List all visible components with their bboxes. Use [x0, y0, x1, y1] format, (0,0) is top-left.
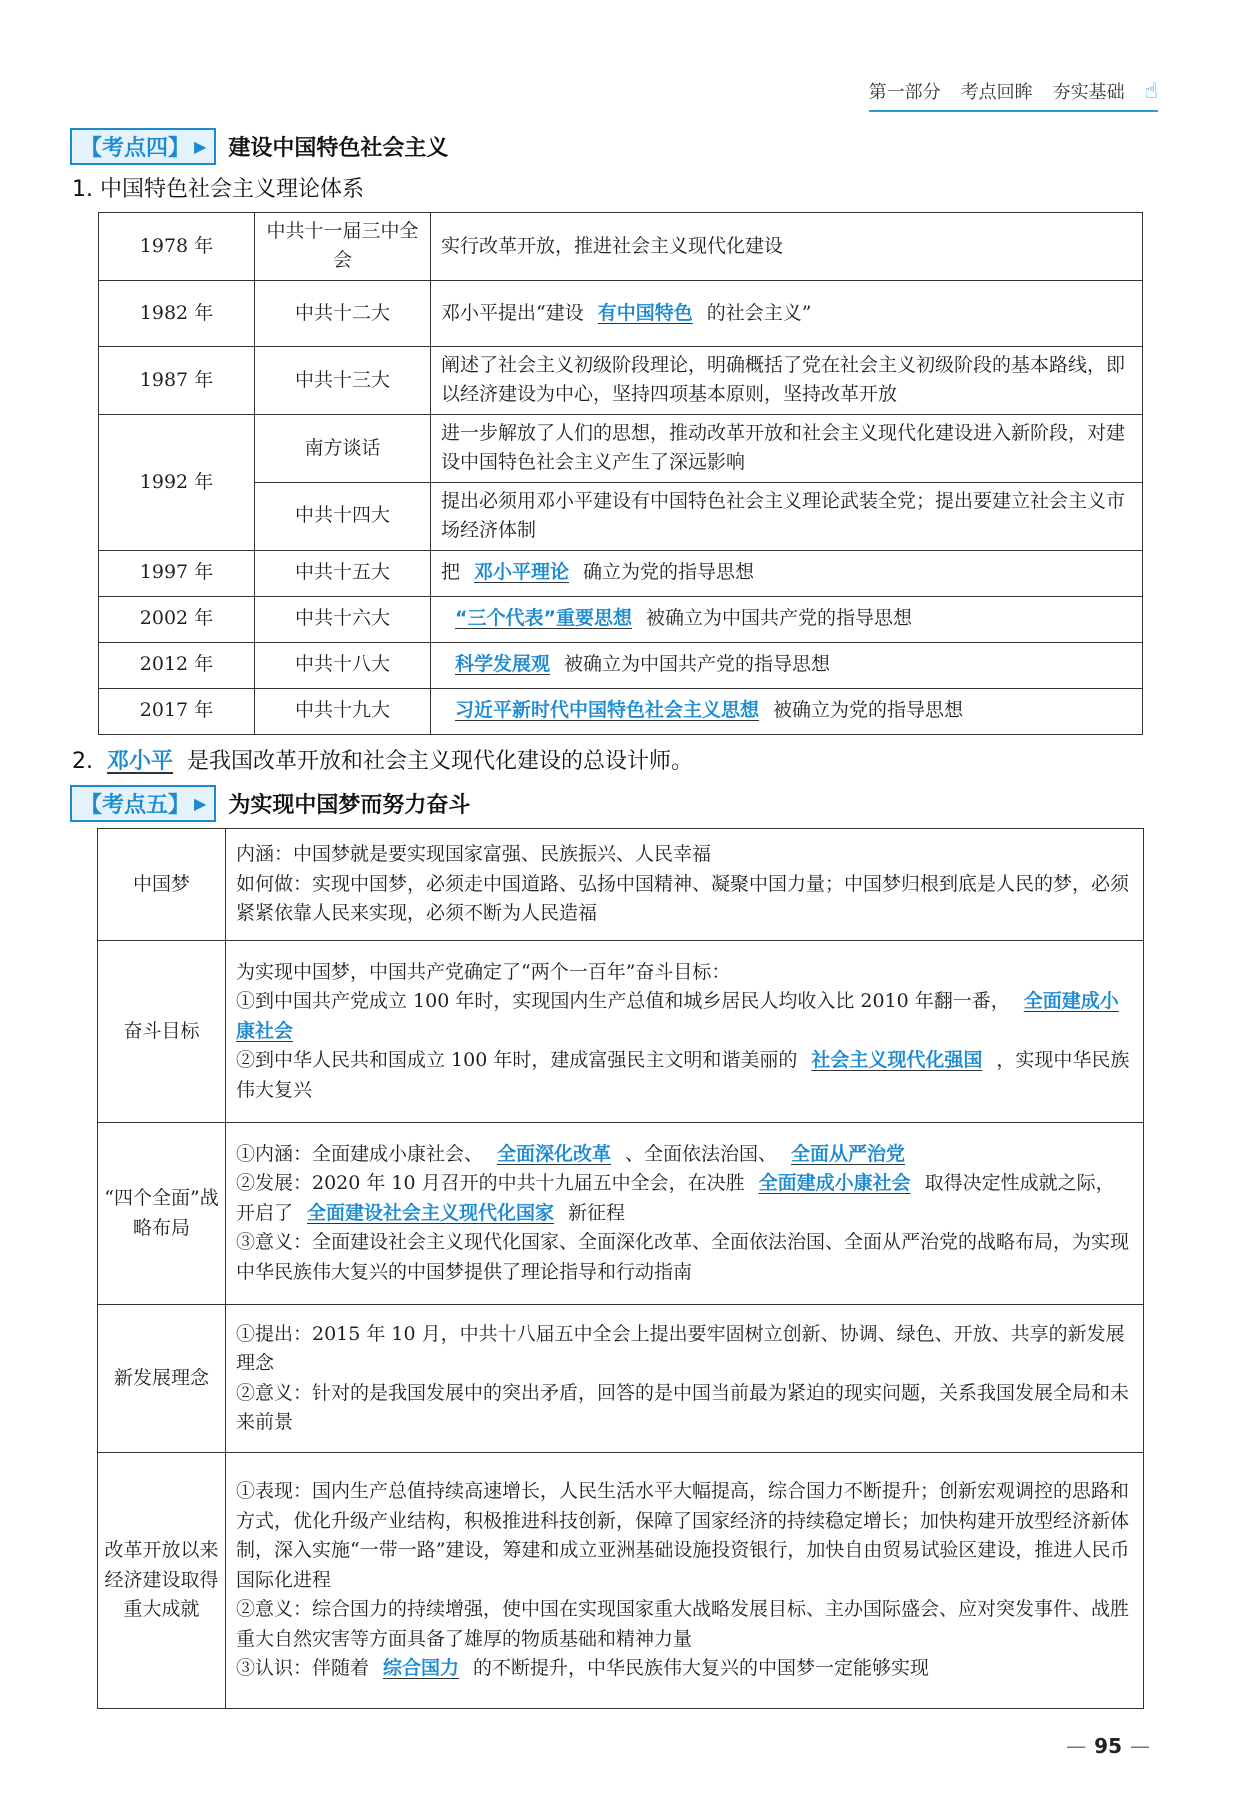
- section-heading-kp4: [70, 128, 448, 165]
- answer-blank: 社会主义现代化强国: [811, 1049, 983, 1072]
- page-header: [869, 78, 1158, 112]
- meeting-cell: 中共十九大: [255, 688, 431, 734]
- table-row: [99, 346, 1143, 414]
- header-part: 第一部分: [868, 82, 941, 103]
- answer-blank: 全面深化改革: [497, 1142, 612, 1165]
- table-row: [99, 642, 1143, 688]
- answer-blank: 全面建成小康社会: [236, 990, 1119, 1042]
- triangle-arrow-icon: ▶: [194, 137, 207, 156]
- table-row: [98, 941, 1144, 1123]
- answer-blank: 有中国特色: [597, 301, 693, 324]
- section-title-kp5: 为实现中国梦而努力奋斗: [228, 793, 471, 818]
- table-row: [99, 550, 1143, 596]
- table-row: [99, 213, 1143, 281]
- year-cell: 2017 年: [99, 688, 255, 734]
- row-label: 新发展理念: [98, 1305, 226, 1453]
- section-heading-kp5: [70, 785, 470, 822]
- content-cell: “三个代表”重要思想 被确立为中国共产党的指导思想: [431, 596, 1143, 642]
- section-tag-kp4: 【考点四】 ▶: [70, 128, 216, 165]
- year-cell: 1978 年: [99, 213, 255, 281]
- answer-blank: 综合国力: [383, 1657, 460, 1680]
- table-row: [98, 1453, 1144, 1709]
- meeting-cell: 中共十八大: [255, 642, 431, 688]
- year-cell: 1982 年: [99, 280, 255, 346]
- year-cell: 2012 年: [99, 642, 255, 688]
- year-cell: 1992 年: [99, 414, 255, 550]
- content-cell: 阐述了社会主义初级阶段理论，明确概括了党在社会主义初级阶段的基本路线，即以经济建设为中心，坚持四项基本原则，坚持改革开放: [431, 346, 1143, 414]
- table-row: [99, 688, 1143, 734]
- section-title-kp4: 建设中国特色社会主义: [228, 136, 449, 161]
- page-number: — 95 —: [1066, 1734, 1150, 1758]
- answer-blank: 全面从严治党: [791, 1142, 906, 1165]
- content-cell: ①内涵：全面建成小康社会、 全面深化改革 、全面依法治国、 全面从严治党 ②发展：2020 年 10 月召开的中共十九届五中全会，在决胜 全面建成小康社会 取得决定性成就之际，开启了 全面建设社会主义现代化国家 新征程 ③意义：全面建设社会主义现代化国家、全面深化改革、全面依法治国、全面从严治党的战略布局，为实现中华民族伟大复兴的中国梦提供了理论指导和行动指南: [226, 1123, 1144, 1305]
- answer-blank: 邓小平理论: [474, 561, 570, 584]
- table-row: [99, 596, 1143, 642]
- table-row: [99, 280, 1143, 346]
- table-row: [99, 414, 1143, 482]
- content-cell: 提出必须用邓小平建设有中国特色社会主义理论武装全党；提出要建立社会主义市场经济体制: [431, 482, 1143, 550]
- theory-system-table: [98, 212, 1143, 735]
- table-row: [98, 1123, 1144, 1305]
- meeting-cell: 中共十一届三中全会: [255, 213, 431, 281]
- section-tag-kp5: 【考点五】 ▶: [70, 785, 216, 822]
- row-label: 中国梦: [98, 829, 226, 941]
- answer-blank: 全面建成小康社会: [758, 1172, 911, 1195]
- content-cell: ①表现：国内生产总值持续高速增长，人民生活水平大幅提高，综合国力不断提升；创新宏观调控的思路和方式，优化升级产业结构，积极推进科技创新，保障了国家经济的持续稳定增长；加快构建开放型经济新体制，深入实施“一带一路”建设，筹建和成立亚洲基础设施投资银行，加快自由贸易试验区建设，推进人民币国际化进程 ②意义：综合国力的持续增强，使中国在实现国家重大战略发展目标、主办国际盛会、应对突发事件、战胜重大自然灾害等方面具备了雄厚的物质基础和精神力量 ③认识：伴随着 综合国力 的不断提升，中华民族伟大复兴的中国梦一定能够实现: [226, 1453, 1144, 1709]
- header-section: 考点回眸: [960, 82, 1033, 103]
- year-cell: 1997 年: [99, 550, 255, 596]
- table-row: [98, 829, 1144, 941]
- content-cell: ①提出：2015 年 10 月，中共十八届五中全会上提出要牢固树立创新、协调、绿色、开放、共享的新发展理念 ②意义：针对的是我国发展中的突出矛盾，回答的是中国当前最为紧迫的现实问题，关系我国发展全局和未来前景: [226, 1305, 1144, 1453]
- header-subtitle: 夯实基础: [1052, 82, 1125, 103]
- content-cell: 为实现中国梦，中国共产党确定了“两个一百年”奋斗目标： ①到中国共产党成立 100 年时，实现国内生产总值和城乡居民人均收入比 2010 年翻一番， 全面建成小康社会 ②到中华人民共和国成立 100 年时，建成富强民主文明和谐美丽的 社会主义现代化强国 ，实现中华民族伟大复兴: [226, 941, 1144, 1123]
- answer-blank: “三个代表”重要思想: [455, 607, 632, 630]
- content-cell: 内涵：中国梦就是要实现国家富强、民族振兴、人民幸福 如何做：实现中国梦，必须走中国道路、弘扬中国精神、凝聚中国力量；中国梦归根到底是人民的梦，必须紧紧依靠人民来实现，必须不断为人民造福: [226, 829, 1144, 941]
- content-cell: 邓小平提出“建设 有中国特色 的社会主义”: [431, 280, 1143, 346]
- meeting-cell: 中共十五大: [255, 550, 431, 596]
- meeting-cell: 中共十四大: [255, 482, 431, 550]
- subheading-2: 2. 邓小平 是我国改革开放和社会主义现代化建设的总设计师。: [72, 749, 694, 774]
- answer-blank: 邓小平: [107, 749, 174, 774]
- subheading-1: 1. 中国特色社会主义理论体系: [72, 177, 365, 202]
- year-cell: 2002 年: [99, 596, 255, 642]
- answer-blank: 习近平新时代中国特色社会主义思想: [455, 699, 760, 722]
- meeting-cell: 中共十二大: [255, 280, 431, 346]
- meeting-cell: 南方谈话: [255, 414, 431, 482]
- meeting-cell: 中共十六大: [255, 596, 431, 642]
- table-row: [99, 482, 1143, 550]
- pointing-hand-icon: ☝: [1144, 78, 1158, 104]
- content-cell: 科学发展观 被确立为中国共产党的指导思想: [431, 642, 1143, 688]
- content-cell: 把 邓小平理论 确立为党的指导思想: [431, 550, 1143, 596]
- content-cell: 进一步解放了人们的思想，推动改革开放和社会主义现代化建设进入新阶段，对建设中国特色社会主义产生了深远影响: [431, 414, 1143, 482]
- meeting-cell: 中共十三大: [255, 346, 431, 414]
- row-label: 改革开放以来经济建设取得重大成就: [98, 1453, 226, 1709]
- table-row: [98, 1305, 1144, 1453]
- row-label: 奋斗目标: [98, 941, 226, 1123]
- answer-blank: 全面建设社会主义现代化国家: [307, 1201, 555, 1224]
- content-cell: 实行改革开放，推进社会主义现代化建设: [431, 213, 1143, 281]
- triangle-arrow-icon: ▶: [194, 794, 207, 813]
- row-label: “四个全面”战略布局: [98, 1123, 226, 1305]
- chinese-dream-table: [97, 828, 1144, 1709]
- year-cell: 1987 年: [99, 346, 255, 414]
- answer-blank: 科学发展观: [455, 653, 551, 676]
- content-cell: 习近平新时代中国特色社会主义思想 被确立为党的指导思想: [431, 688, 1143, 734]
